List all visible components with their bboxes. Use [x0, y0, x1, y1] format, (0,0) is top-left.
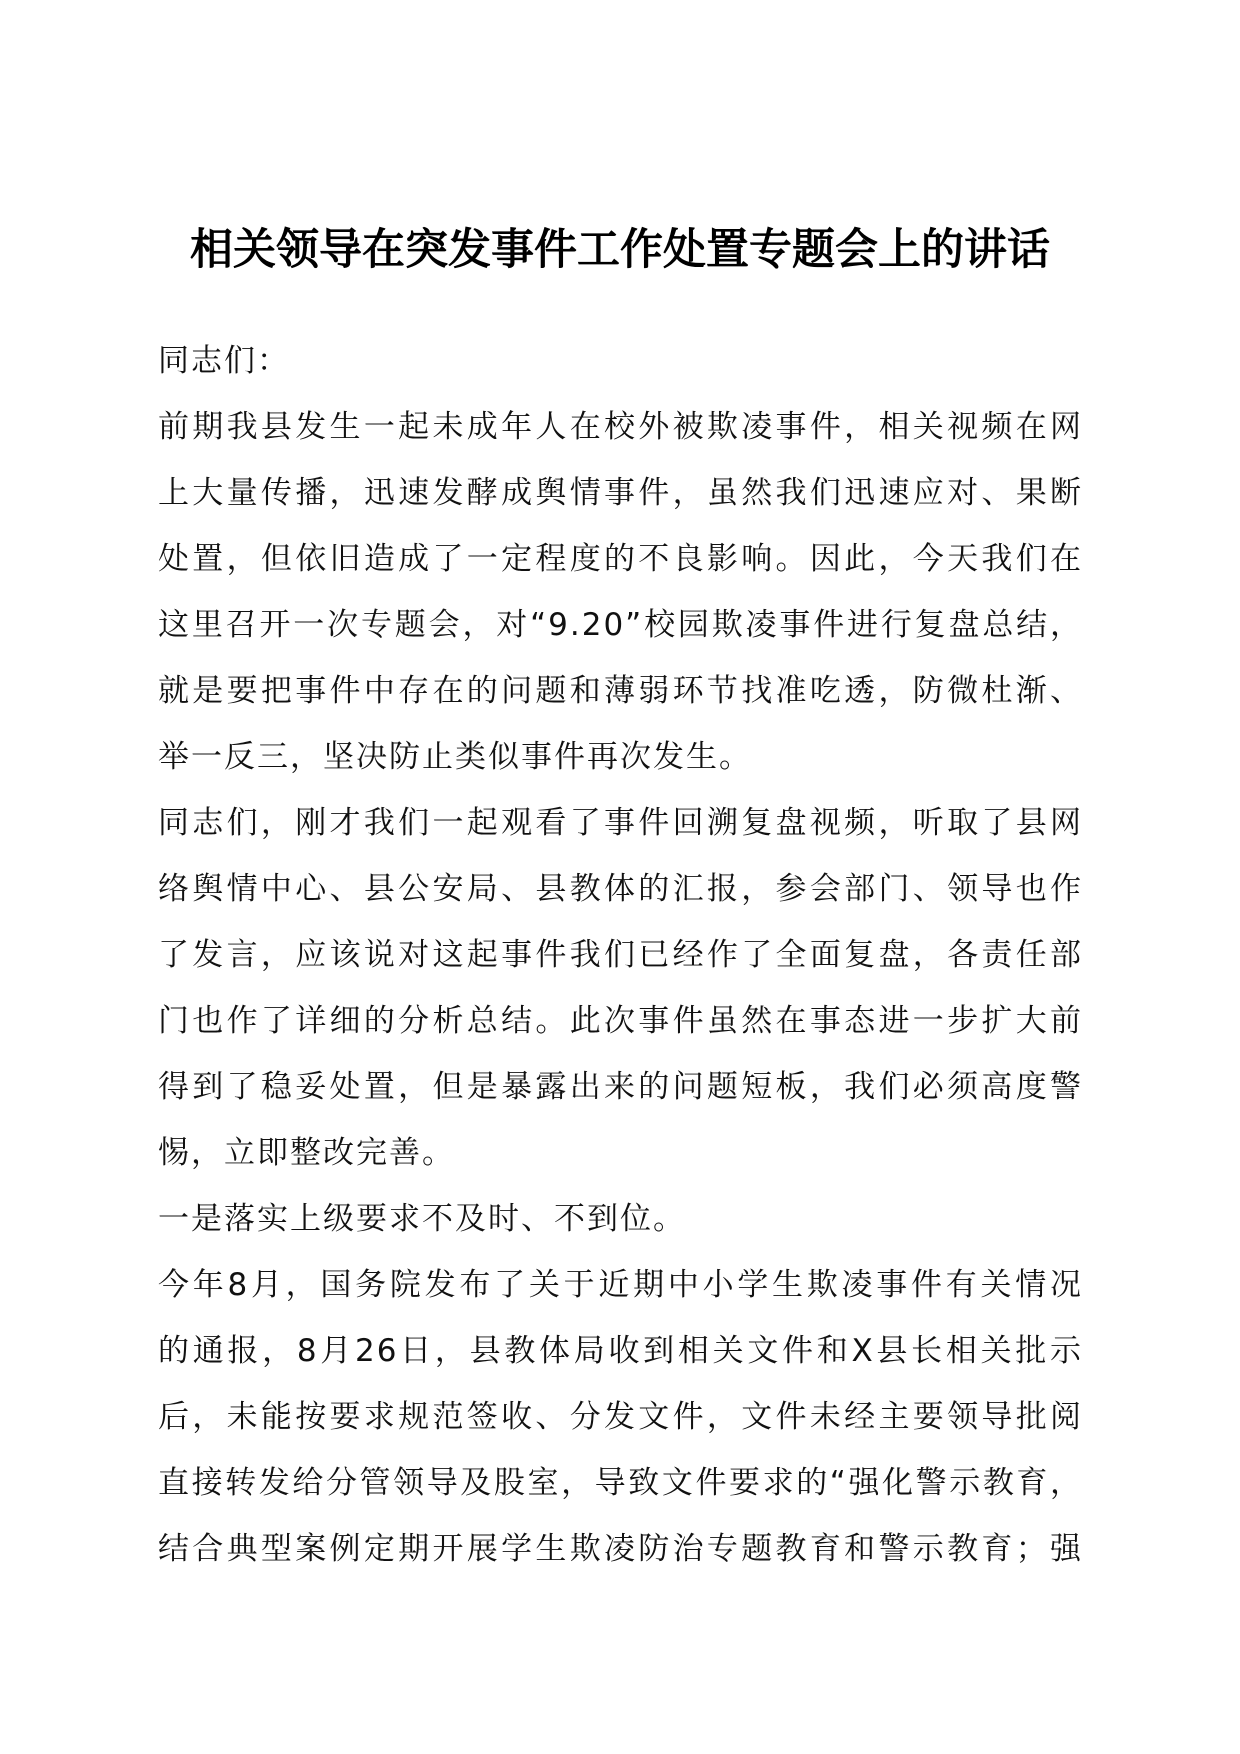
paragraph-line: 直接转发给分管领导及股室，导致文件要求的“强化警示教育，	[158, 1465, 1083, 1501]
section-heading: 一是落实上级要求不及时、不到位。	[158, 1201, 686, 1237]
paragraph-line: 这里召开一次专题会，对“9.20”校园欺凌事件进行复盘总结，	[158, 607, 1083, 643]
paragraph-line: 结合典型案例定期开展学生欺凌防治专题教育和警示教育；强	[158, 1531, 1083, 1567]
paragraph-line: 络舆情中心、县公安局、县教体的汇报，参会部门、领导也作	[158, 871, 1083, 907]
paragraph-line: 后，未能按要求规范签收、分发文件，文件未经主要领导批阅	[158, 1399, 1083, 1435]
paragraph-line: 门也作了详细的分析总结。此次事件虽然在事态进一步扩大前	[158, 1003, 1083, 1039]
paragraph-line: 的通报，8月26日，县教体局收到相关文件和X县长相关批示	[158, 1333, 1083, 1369]
paragraph-line: 得到了稳妥处置，但是暴露出来的问题短板，我们必须高度警	[158, 1069, 1083, 1105]
paragraph-line: 上大量传播，迅速发酵成舆情事件，虽然我们迅速应对、果断	[158, 475, 1083, 511]
paragraph-line: 处置，但依旧造成了一定程度的不良影响。因此，今天我们在	[158, 541, 1083, 577]
paragraph-line: 就是要把事件中存在的问题和薄弱环节找准吃透，防微杜渐、	[158, 673, 1083, 709]
salutation: 同志们：	[158, 343, 290, 379]
paragraph-line: 同志们，刚才我们一起观看了事件回溯复盘视频，听取了县网	[158, 805, 1083, 841]
document-title: 相关领导在突发事件工作处置专题会上的讲话	[190, 225, 1050, 275]
paragraph-line: 前期我县发生一起未成年人在校外被欺凌事件，相关视频在网	[158, 409, 1083, 445]
paragraph-line: 今年8月，国务院发布了关于近期中小学生欺凌事件有关情况	[158, 1267, 1083, 1303]
paragraph-line: 了发言，应该说对这起事件我们已经作了全面复盘，各责任部	[158, 937, 1083, 973]
document-body	[158, 328, 1083, 1582]
paragraph-line: 举一反三，坚决防止类似事件再次发生。	[158, 739, 752, 775]
paragraph-line: 惕，立即整改完善。	[158, 1135, 455, 1171]
